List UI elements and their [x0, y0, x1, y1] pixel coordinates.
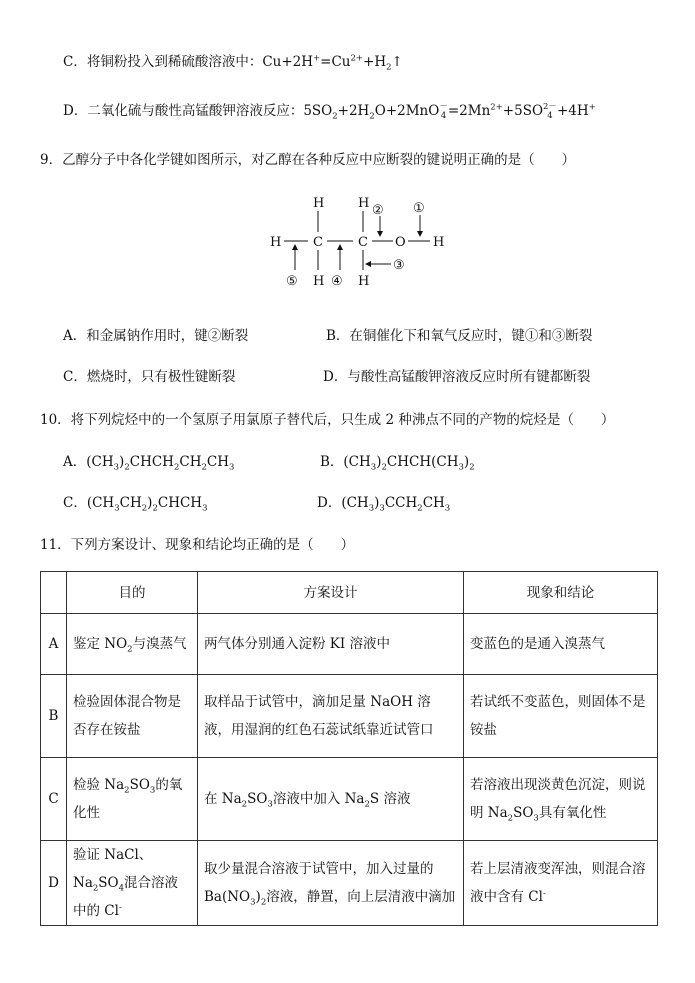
atom-h-bottom-2: H: [358, 274, 370, 289]
cell-result: 变蓝色的是通入溴蒸气: [464, 614, 658, 675]
atom-h-bottom-1: H: [313, 274, 325, 289]
cell-goal: 检验固体混合物是否存在铵盐: [67, 675, 198, 758]
row-label: B: [41, 675, 67, 758]
cell-result: 若试纸不变蓝色，则固体不是铵盐: [464, 675, 658, 758]
row-label: A: [41, 614, 67, 675]
cell-plan: 两气体分别通入淀粉 KI 溶液中: [198, 614, 464, 675]
q8-option-c: C．将铜粉投入到稀硫酸溶液中：$Cu+2H^+=Cu^{2+}+H_2↑$: [63, 53, 403, 73]
q9-option-d: D．与酸性高锰酸钾溶液反应时所有键都断裂: [323, 369, 591, 385]
cell-plan: 取样品于试管中，滴加足量 NaOH 溶液，用湿润的红色石蕊试纸靠近试管口: [198, 675, 464, 758]
q10-stem: 10．将下列烷烃中的一个氢原子用氯原子替代后，只生成 2 种沸点不同的产物的烷烃是（ ）: [40, 412, 615, 428]
row-label: D: [41, 841, 67, 926]
q9-stem: 9．乙醇分子中各化学键如图所示，对乙醇在各种反应中应断裂的键说明正确的是（ ）: [40, 152, 576, 168]
header-result: 现象和结论: [464, 572, 658, 614]
cell-plan: 取少量混合溶液于试管中，加入过量的 $Ba(NO_3)_2$溶液，静置，向上层清液中滴加: [198, 841, 464, 926]
header-blank: [41, 572, 67, 614]
arrow-4-head: [337, 244, 343, 250]
header-plan: 方案设计: [198, 572, 464, 614]
bond-label-3: ③: [393, 258, 405, 273]
atom-c1: C: [313, 235, 323, 250]
row-label: C: [41, 758, 67, 841]
cell-result: 若溶液出现淡黄色沉淀，则说明 $Na_2SO_3$具有氧化性: [464, 758, 658, 841]
q11-stem: 11．下列方案设计、现象和结论均正确的是（ ）: [40, 537, 355, 553]
bond-label-4: ④: [331, 274, 343, 289]
bond-label-2: ②: [372, 203, 384, 218]
q9-option-b: B．在铜催化下和氧气反应时，键①和③断裂: [326, 328, 593, 344]
arrow-5-head: [292, 244, 298, 250]
table-row: [41, 614, 658, 675]
ethanol-structure-diagram: [262, 190, 462, 290]
table-row: [41, 841, 658, 926]
q9-option-a: A．和金属钠作用时，键②断裂: [63, 328, 249, 344]
table-row: [41, 758, 658, 841]
cell-goal: 鉴定 $NO_2$与溴蒸气: [67, 614, 198, 675]
atom-h-top-2: H: [358, 196, 370, 211]
atom-o: O: [395, 235, 406, 250]
arrow-3-head: [365, 261, 371, 267]
q10-option-c: C．$(CH_3CH_2)_2CHCH_3$: [63, 495, 208, 514]
cell-goal: 验证 NaCl、$Na_2SO_4$混合溶液中的 Cl-: [67, 841, 198, 926]
atom-h-left: H: [270, 235, 282, 250]
atom-h-top-1: H: [313, 196, 325, 211]
atom-c2: C: [358, 235, 368, 250]
header-goal: 目的: [67, 572, 198, 614]
cell-plan: 在 $Na_2SO_3$溶液中加入 $Na_2S$ 溶液: [198, 758, 464, 841]
bond-label-5: ⑤: [286, 274, 298, 289]
q10-option-d: D．$(CH_3)_3CCH_2CH_3$: [317, 495, 451, 514]
bond-label-1: ①: [413, 201, 425, 216]
table-row: [41, 675, 658, 758]
atom-h-right: H: [433, 235, 445, 250]
arrow-1-head: [417, 231, 423, 237]
arrow-2-head: [377, 231, 383, 237]
q10-option-a: A．$(CH_3)_2CHCH_2CH_2CH_3$: [63, 454, 235, 473]
cell-result: 若上层清液变浑浊，则混合溶液中含有 Cl-: [464, 841, 658, 926]
q8-option-d: D．二氧化硫与酸性高锰酸钾溶液反应：$5SO_2+2H_2O+2MnO$ － 4 $=2Mn^{2+}+5SO$ 2－ 4 +4H+: [63, 101, 596, 122]
cell-goal: 检验 $Na_2SO_3$的氧化性: [67, 758, 198, 841]
q10-option-b: B．$(CH_3)_2CHCH(CH_3)_2$: [320, 454, 475, 473]
q11-table: [40, 571, 658, 926]
q9-option-c: C．燃烧时，只有极性键断裂: [63, 369, 236, 385]
table-header-row: [41, 572, 658, 614]
